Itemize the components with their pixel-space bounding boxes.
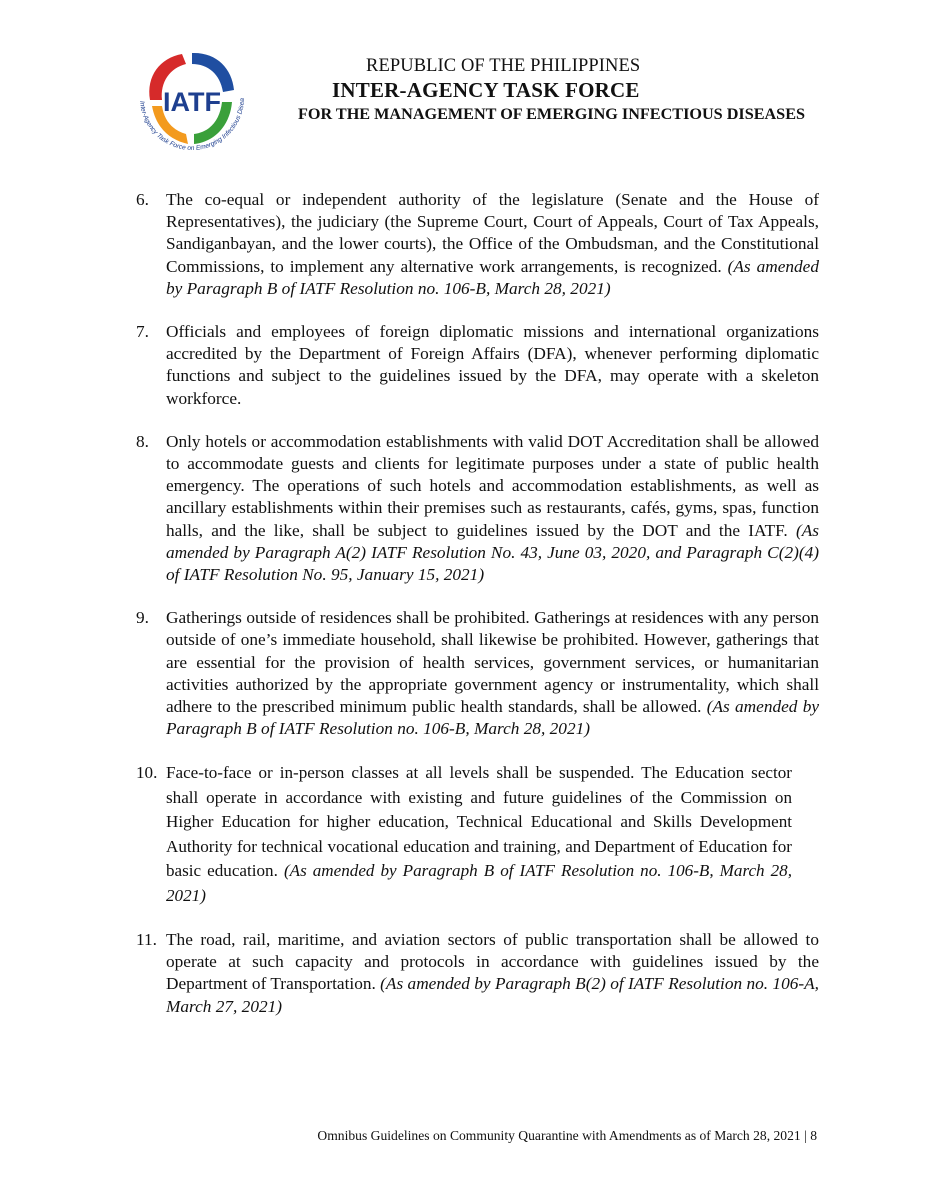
amendment-note: (As amended by Paragraph A(2) IATF Resolution No. 43, June 03, 2020, and Paragraph C(2)(4) of IATF Resolution No. 95, January 15, 2021) (166, 520, 819, 585)
item-text: The co-equal or independent authority of the legislature (Senate and the House of Representatives), the judiciary (the Supreme Court, Court of Appeals, Court of Tax Appeals, Sandiganbayan, and the lower courts), the Office of the Ombudsman, and the Constitutional Commissions, to implement any alternative work arrangements, is recognized. (166, 190, 819, 276)
logo-abbr: IATF (163, 87, 221, 117)
list-item-11 (136, 929, 819, 1018)
item-text: The road, rail, maritime, and aviation sectors of public transportation shall be allowed to operate at such capacity and protocols in accordance with guidelines issued by the Department of Transportation. (166, 929, 819, 994)
item-number: 8. (136, 431, 149, 451)
page-footer: Omnibus Guidelines on Community Quarantine with Amendments as of March 28, 2021 | 8 (317, 1128, 817, 1143)
item-number: 7. (136, 322, 149, 342)
amendment-note: (As amended by Paragraph B of IATF Resolution no. 106-B, March 28, 2021) (166, 697, 820, 739)
header-task-force: INTER-AGENCY TASK FORCE (332, 78, 640, 102)
item-text: Only hotels or accommodation establishments with valid DOT Accreditation shall be allowed to accommodate guests and clients for legitimate purposes under a state of public health emergency. The operations of such hotels and accommodation establishments, as well as ancillary establishments within their premises such as restaurants, cafés, gyms, spas, function halls, and the like, shall be subject to guidelines issued by the DOT and the IATF. (166, 431, 819, 540)
amendment-note: (As amended by Paragraph B of IATF Resolution no. 106-B, March 28, 2021) (166, 256, 819, 298)
list-item-10 (136, 761, 792, 907)
item-text: Gatherings outside of residences shall be prohibited. Gatherings at residences with any person outside of one’s immediate household, shall likewise be prohibited. However, gatherings that are essential for the provision of health services, government services, or humanitarian activities authorized by the appropriate government agency or instrumentality, which shall adhere to the prescribed minimum public health standards, shall be allowed. (166, 608, 819, 717)
item-number: 11. (136, 929, 157, 949)
guidelines-list (136, 189, 819, 1018)
list-item-9 (136, 607, 819, 740)
header-republic: REPUBLIC OF THE PHILIPPINES (366, 56, 641, 76)
logo-ring-text: Inter-Agency Task Force on Emerging Infectious Disea (138, 97, 247, 153)
list-item-7 (136, 321, 819, 410)
item-text: Officials and employees of foreign diplomatic missions and international organizations accredited by the Department of Foreign Affairs (DFA), whenever performing diplomatic functions and subject to the guidelines issued by the DFA, may operate with a skeleton workforce. (166, 322, 819, 408)
iatf-logo (128, 40, 256, 168)
header-subtitle: FOR THE MANAGEMENT OF EMERGING INFECTIOUS DISEASES (298, 105, 805, 123)
amendment-note: (As amended by Paragraph B(2) of IATF Resolution no. 106-A, March 27, 2021) (166, 974, 819, 1016)
item-text: Face-to-face or in-person classes at all levels shall be suspended. The Education sector shall operate in accordance with existing and future guidelines of the Commission on Higher Education for higher education, Technical Educational and Skills Development Authority for technical vocational education and training, and Department of Education for basic education. (166, 763, 792, 881)
item-number: 9. (136, 608, 149, 628)
item-number: 10. (136, 763, 158, 783)
amendment-note: (As amended by Paragraph B of IATF Resolution no. 106-B, March 28, 2021) (166, 861, 793, 905)
list-item-6 (136, 189, 819, 300)
item-number: 6. (136, 190, 149, 209)
list-item-8 (136, 431, 819, 586)
